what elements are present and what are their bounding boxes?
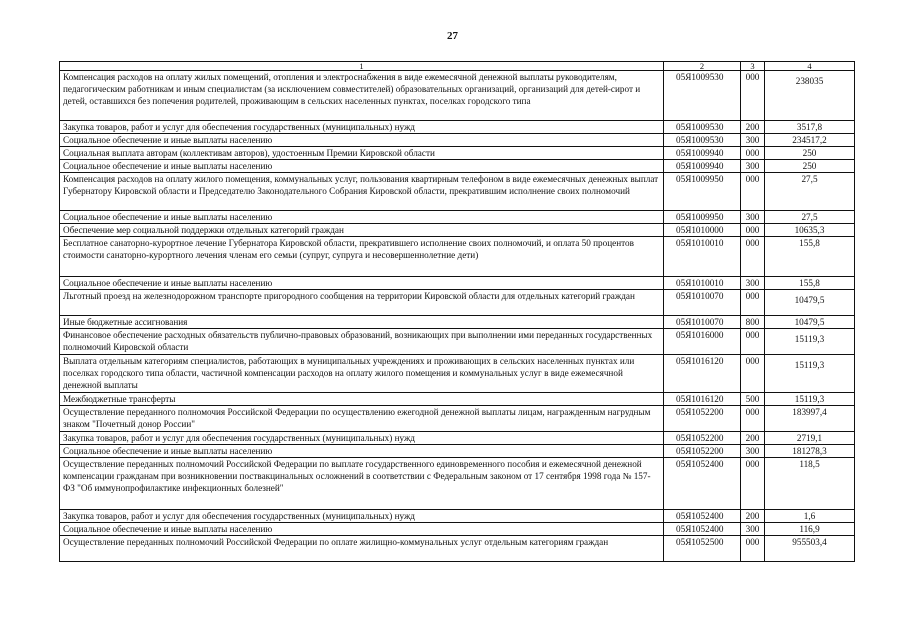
row-code: 05Я1052400	[664, 458, 741, 510]
row-kind: 000	[741, 71, 765, 121]
row-code: 05Я1052400	[664, 510, 741, 523]
row-code: 05Я1009950	[664, 211, 741, 224]
row-name: Социальное обеспечение и иные выплаты населению	[60, 445, 664, 458]
row-code: 05Я1016000	[664, 329, 741, 355]
row-kind: 500	[741, 393, 765, 406]
header-row	[60, 62, 855, 71]
table-row	[60, 458, 855, 510]
row-name: Межбюджетные трансферты	[60, 393, 664, 406]
header-col-1: 1	[60, 62, 664, 71]
row-kind: 000	[741, 458, 765, 510]
row-code: 05Я1016120	[664, 393, 741, 406]
table-row	[60, 536, 855, 562]
row-kind: 200	[741, 510, 765, 523]
row-kind: 000	[741, 147, 765, 160]
row-name: Социальное обеспечение и иные выплаты населению	[60, 134, 664, 147]
row-code: 05Я1010010	[664, 277, 741, 290]
row-code: 05Я1009530	[664, 71, 741, 121]
row-amount: 250	[765, 147, 855, 160]
row-amount: 10479,5	[765, 316, 855, 329]
row-code: 05Я1052200	[664, 406, 741, 432]
row-name: Социальное обеспечение и иные выплаты населению	[60, 160, 664, 173]
table-row	[60, 121, 855, 134]
row-code: 05Я1052200	[664, 445, 741, 458]
row-kind: 200	[741, 121, 765, 134]
table-row	[60, 160, 855, 173]
row-kind: 200	[741, 432, 765, 445]
row-kind: 000	[741, 224, 765, 237]
row-kind: 800	[741, 316, 765, 329]
row-name: Иные бюджетные ассигнования	[60, 316, 664, 329]
header-col-3: 3	[741, 62, 765, 71]
row-code: 05Я1016120	[664, 355, 741, 393]
table-row	[60, 393, 855, 406]
row-name: Обеспечение мер социальной поддержки отдельных категорий граждан	[60, 224, 664, 237]
row-amount: 3517,8	[765, 121, 855, 134]
row-kind: 000	[741, 237, 765, 277]
budget-table	[59, 61, 855, 562]
row-name: Закупка товаров, работ и услуг для обеспечения государственных (муниципальных) нужд	[60, 432, 664, 445]
row-kind: 000	[741, 329, 765, 355]
row-name: Осуществление переданных полномочий Российской Федерации по оплате жилищно-коммунальных услуг отдельным категориям граждан	[60, 536, 664, 562]
row-code: 05Я1009530	[664, 121, 741, 134]
row-name: Социальное обеспечение и иные выплаты населению	[60, 211, 664, 224]
row-kind: 000	[741, 536, 765, 562]
row-amount: 234517,2	[765, 134, 855, 147]
row-kind: 300	[741, 160, 765, 173]
row-amount: 2719,1	[765, 432, 855, 445]
table-row	[60, 290, 855, 316]
row-amount: 118,5	[765, 458, 855, 510]
row-amount: 250	[765, 160, 855, 173]
row-name: Выплата отдельным категориям специалистов, работающих в муниципальных учреждениях и проживающих в сельских населенных пунктах или поселках городского типа области, частичной компенсации расходов на оплату жилого помещения и коммунальных услуг в виде ежемесячной денежной выплаты	[60, 355, 664, 393]
row-code: 05Я1009950	[664, 173, 741, 211]
row-code: 05Я1010010	[664, 237, 741, 277]
table-row	[60, 355, 855, 393]
table-row	[60, 211, 855, 224]
row-code: 05Я1010000	[664, 224, 741, 237]
row-amount: 15119,3	[765, 393, 855, 406]
row-amount: 183997,4	[765, 406, 855, 432]
row-amount: 155,8	[765, 237, 855, 277]
row-name: Компенсация расходов на оплату жилых помещений, отопления и электроснабжения в виде ежемесячной денежной выплаты руководителям, педагогическим работникам и иным специалистам (за исключением совместителей) образовательных организаций, организаций для детей-сирот и детей, оставшихся без попечения родителей, проживающим в сельских населенных пунктах, поселках городского типа	[60, 71, 664, 121]
table-row	[60, 316, 855, 329]
row-name: Бесплатное санаторно-курортное лечение Губернатора Кировской области, прекратившего исполнение своих полномочий, и оплата 50 процентов стоимости санаторно-курортного лечения членам его семьи (супруг, супруга и несовершеннолетние дети)	[60, 237, 664, 277]
row-code: 05Я1010070	[664, 316, 741, 329]
table-row	[60, 510, 855, 523]
row-name: Социальное обеспечение и иные выплаты населению	[60, 277, 664, 290]
table-row	[60, 523, 855, 536]
row-amount: 181278,3	[765, 445, 855, 458]
header-col-4: 4	[765, 62, 855, 71]
row-kind: 000	[741, 406, 765, 432]
table-row	[60, 147, 855, 160]
row-name: Осуществление переданных полномочий Российской Федерации по выплате государственного единовременного пособия и ежемесячной денежной компенсации гражданам при возникновении поствакцинальных осложнений в соответствии с Федеральным законом от 17 сентября 1998 года № 157-ФЗ "Об иммунопрофилактике инфекционных болезней"	[60, 458, 664, 510]
row-amount: 10479,5	[765, 290, 855, 316]
row-amount: 1,6	[765, 510, 855, 523]
table-row	[60, 406, 855, 432]
header-col-2: 2	[664, 62, 741, 71]
table-row	[60, 134, 855, 147]
row-kind: 300	[741, 277, 765, 290]
row-kind: 300	[741, 445, 765, 458]
row-code: 05Я1009940	[664, 160, 741, 173]
row-name: Закупка товаров, работ и услуг для обеспечения государственных (муниципальных) нужд	[60, 121, 664, 134]
row-code: 05Я1052200	[664, 432, 741, 445]
page-number: 27	[447, 30, 458, 42]
row-name: Компенсация расходов на оплату жилого помещения, коммунальных услуг, пользования квартирным телефоном в виде ежемесячных денежных выплат Губернатору Кировской области и Председателю Законодательного Собрания Кировской области, прекратившим исполнение своих полномочий	[60, 173, 664, 211]
row-amount: 155,8	[765, 277, 855, 290]
row-kind: 000	[741, 173, 765, 211]
row-name: Социальная выплата авторам (коллективам авторов), удостоенным Премии Кировской области	[60, 147, 664, 160]
table-row	[60, 237, 855, 277]
row-amount: 15119,3	[765, 329, 855, 355]
row-kind: 300	[741, 523, 765, 536]
row-name: Осуществление переданного полномочия Российской Федерации по осуществлению ежегодной денежной выплаты лицам, награжденным нагрудным знаком "Почетный донор России"	[60, 406, 664, 432]
row-code: 05Я1052400	[664, 523, 741, 536]
row-amount: 238035	[765, 71, 855, 121]
row-code: 05Я1052500	[664, 536, 741, 562]
table-row	[60, 445, 855, 458]
row-amount: 15119,3	[765, 355, 855, 393]
row-name: Социальное обеспечение и иные выплаты населению	[60, 523, 664, 536]
row-name: Финансовое обеспечение расходных обязательств публично-правовых образований, возникающих при выполнении ими переданных государственных полномочий Кировской области	[60, 329, 664, 355]
table-row	[60, 277, 855, 290]
table-row	[60, 432, 855, 445]
table-row	[60, 71, 855, 121]
row-name: Закупка товаров, работ и услуг для обеспечения государственных (муниципальных) нужд	[60, 510, 664, 523]
row-kind: 000	[741, 355, 765, 393]
row-code: 05Я1009530	[664, 134, 741, 147]
row-name: Льготный проезд на железнодорожном транспорте пригородного сообщения на территории Кировской области для отдельных категорий граждан	[60, 290, 664, 316]
row-amount: 955503,4	[765, 536, 855, 562]
row-kind: 300	[741, 134, 765, 147]
row-kind: 000	[741, 290, 765, 316]
row-amount: 116,9	[765, 523, 855, 536]
row-code: 05Я1010070	[664, 290, 741, 316]
row-code: 05Я1009940	[664, 147, 741, 160]
row-amount: 10635,3	[765, 224, 855, 237]
table-row	[60, 329, 855, 355]
row-kind: 300	[741, 211, 765, 224]
table-row	[60, 224, 855, 237]
table-row	[60, 173, 855, 211]
row-amount: 27,5	[765, 173, 855, 211]
row-amount: 27,5	[765, 211, 855, 224]
